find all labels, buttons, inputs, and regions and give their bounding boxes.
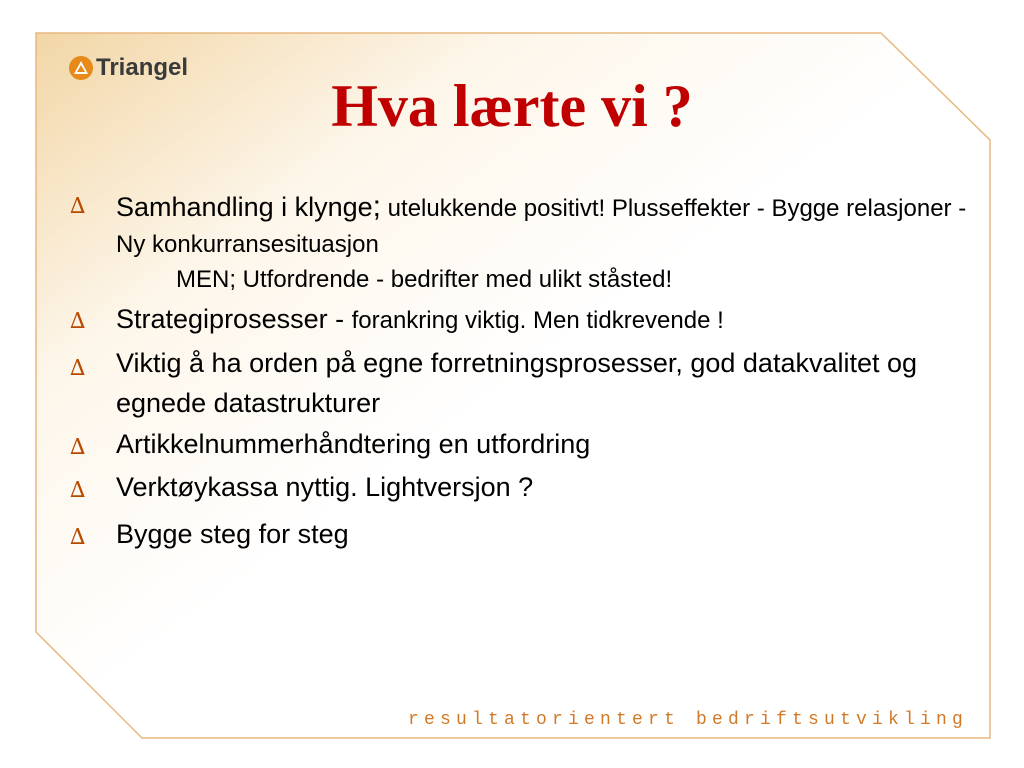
bullet-item: [70, 343, 990, 423]
bullet-main-text: Artikkelnummerhåndtering en utfordring: [116, 429, 591, 459]
bullet-item: [70, 429, 990, 460]
bullet-main-text: Bygge steg for steg: [116, 519, 349, 549]
bullet-item: [70, 303, 990, 339]
logo-text: Triangel: [96, 54, 189, 81]
bullet-detail-text: utelukkende positivt! Plusseffekter - Bygge relasjoner - Ny konkurransesituasjon: [116, 195, 967, 258]
bullet-main-text: Samhandling i klynge: [116, 192, 373, 222]
bullet-main-text: Viktig å ha orden på egne forretningsprosesser, god datakvalitet og egnede datastrukturer: [116, 348, 918, 418]
bullet-main-text: Verktøykassa nyttig. Lightversjon ?: [116, 472, 534, 502]
delta-bullet-icon: ∆: [70, 525, 86, 550]
footer-tagline: resultatorientert bedriftsutvikling: [407, 710, 968, 730]
bullet-subline: MEN; Utfordrende - bedrifter med ulikt ståsted!: [176, 266, 673, 293]
bullet-detail-text: forankring viktig. Men tidkrevende !: [351, 307, 724, 334]
bullet-item: [70, 519, 990, 550]
delta-bullet-icon: ∆: [70, 478, 86, 503]
bullet-list: [70, 188, 990, 550]
bullet-item: [70, 472, 990, 503]
bullet-main-text: Strategiprosesser -: [116, 304, 352, 334]
delta-bullet-icon: ∆: [70, 356, 86, 381]
delta-bullet-icon: ∆: [70, 309, 86, 334]
slide-title: Hva lærte vi ?: [331, 73, 693, 139]
delta-bullet-icon: ∆: [70, 194, 86, 219]
bullet-item: [70, 188, 990, 297]
delta-bullet-icon: ∆: [70, 435, 86, 460]
bullet-punct: ;: [372, 190, 382, 223]
